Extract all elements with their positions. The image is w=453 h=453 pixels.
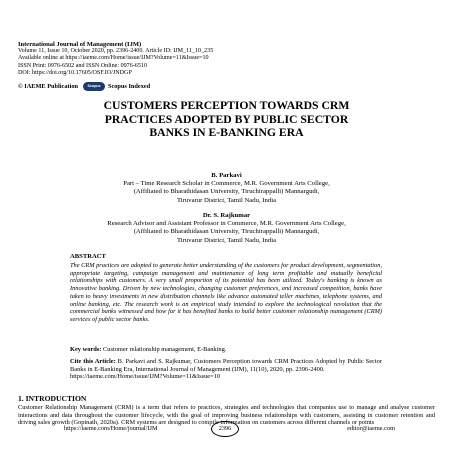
abstract-text: The CRM practices are adopted to generate better understanding of the customers for product development, segmentation, appropriate targeting, campaign management and maintenance of long term profitable and mutually beneficial relationships with customers. A very small proportion of its potential has been utilized. Today's banking is known as Innovative banking. Driven by new technologies, changing customer preferences, and increased competition, banks have taken to heavy investments in new distribution channels like advance automated teller machines, telephone systems, and online banking, etc. The research work is an empirical study intended to explore the technological revolution that the commercial banks witnessed and how far it has benefited banks to build better customer relationship management (CRM) services of public sector banks. bbox=[70, 262, 382, 323]
journal-issn-line: ISSN Print: 0976-6502 and ISSN Online: 0976-6510 bbox=[18, 62, 147, 69]
keywords bbox=[70, 346, 382, 353]
author-name: B. Parkavi bbox=[211, 172, 242, 179]
publication-row bbox=[18, 82, 150, 91]
scopus-indexed-label: Scopus Indexed bbox=[107, 83, 151, 90]
intro-paragraph: Customer Relationship Management (CRM) is a term that refers to practices, strategies and technologies that companies use to manage and analyse customer interactions and data throughout the customer lifecycle, with the goal of improving business relationships with customers, assisting in customer retention and driving sales growth (Gopinath, 2020a). CRM systems are designed to compile information on customers across different channels or points bbox=[18, 404, 435, 427]
page-number: 2396 bbox=[211, 421, 239, 437]
author-name: Dr. S. Rajkumar bbox=[202, 212, 251, 219]
journal-doi-line[interactable]: DOI: https://doi.org/10.17605/OSF.IO/JNDGP bbox=[18, 69, 132, 76]
author-block-2 bbox=[18, 212, 435, 245]
author-affiliation: Tiruvarur District, Tamil Nadu, India bbox=[176, 236, 277, 244]
journal-header bbox=[18, 41, 435, 77]
title-line-2: PRACTICES ADOPTED BY PUBLIC SECTOR bbox=[104, 112, 349, 126]
author-affiliation: Research Advisor and Assistant Professor in Commerce, M.R. Government Arts College, bbox=[107, 220, 346, 228]
scopus-logo-icon: Scopus bbox=[83, 82, 105, 91]
paper-title bbox=[40, 99, 413, 140]
publisher-label: © IAEME Publication bbox=[18, 83, 78, 90]
author-affiliation: (Affiliated to Bharathidasan University, Tiruchirappalli) Mannargudi, bbox=[133, 188, 320, 196]
keywords-text: Customer relationship management, E-Banking. bbox=[101, 346, 227, 353]
title-line-3: BANKS IN E-BANKING ERA bbox=[149, 126, 304, 140]
section-heading: 1. INTRODUCTION bbox=[18, 394, 87, 403]
title-line-1: CUSTOMERS PERCEPTION TOWARDS CRM bbox=[103, 99, 350, 112]
footer-journal-link[interactable]: https://iaeme.com/Home/journal/IJM bbox=[64, 425, 158, 432]
cite-text: B. Parkavi and S. Rajkumar, Customers Perception towards CRM Practices Adopted by Public Sector Banks in E-Banking Era, International Journal of Management (IJM), 11(10), 2020, pp. 2396-2400. bbox=[70, 358, 382, 373]
journal-url-line[interactable]: Available online at https://iaeme.com/Home/issue/IJM?Volume=11&Issue=10 bbox=[18, 55, 209, 62]
abstract-heading: ABSTRACT bbox=[70, 253, 106, 260]
author-block-1 bbox=[18, 172, 435, 205]
journal-name: International Journal of Management (IJM) bbox=[18, 41, 142, 48]
citation bbox=[70, 358, 382, 381]
keywords-label: Key words: bbox=[70, 346, 102, 353]
footer-email-link[interactable]: editor@iaeme.com bbox=[347, 425, 395, 432]
cite-label: Cite this Article: bbox=[70, 358, 116, 365]
author-affiliation: Tiruvarur District, Tamil Nadu, India bbox=[176, 196, 277, 204]
journal-volume-line: Volume 11, Issue 10, October 2020, pp. 2396-2400. Article ID: IJM_11_10_235 bbox=[18, 48, 214, 55]
page-footer bbox=[18, 421, 435, 433]
cite-url[interactable]: https://iaeme.com/Home/issue/IJM?Volume=11&Issue=10 bbox=[70, 373, 221, 381]
author-affiliation: Part – Time Research Scholar in Commerce, M.R. Government Arts College, bbox=[123, 180, 330, 188]
author-affiliation: (Affiliated to Bharathidasan University, Tiruchirappalli) Mannargudi, bbox=[133, 228, 320, 236]
